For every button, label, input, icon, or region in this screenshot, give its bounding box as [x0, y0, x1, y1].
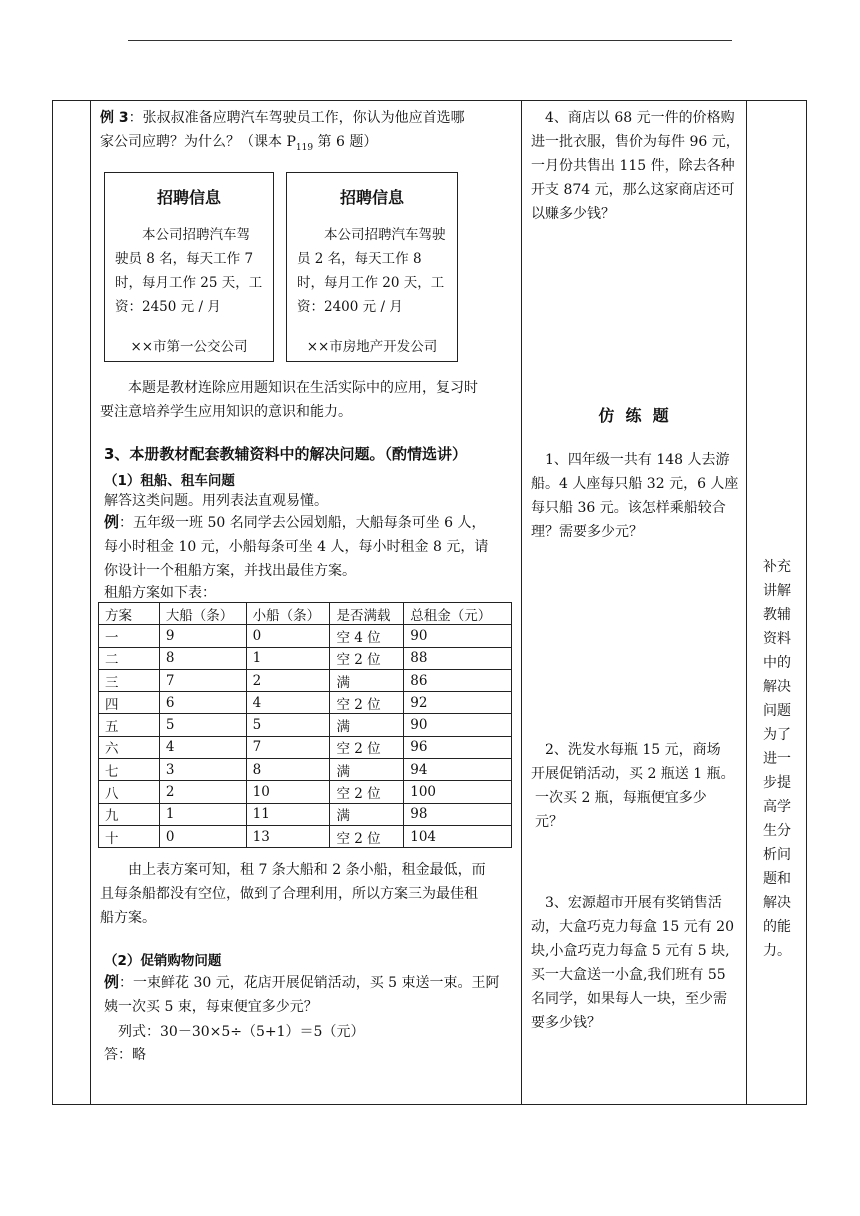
- side-note-line: 为了: [763, 727, 791, 743]
- example3-line1: ：张叔叔准备应聘汽车驾驶员工作，你认为他应首选哪: [128, 110, 465, 126]
- table-header-cell: 总租金（元）: [404, 603, 512, 625]
- table-cell: 2: [159, 781, 246, 803]
- side-note-line: 步提: [763, 775, 791, 791]
- example3-label: 例 3: [100, 110, 129, 126]
- question-line: 买一大盒送一小盒,我们班有 55: [531, 967, 726, 983]
- boat-example-text: [104, 510, 519, 583]
- table-cell: 13: [246, 825, 330, 847]
- job-ad-title: 招聘信息: [156, 188, 221, 207]
- table-cell: 满: [330, 803, 404, 825]
- conclusion-line: 由上表方案可知，租 7 条大船和 2 条小船，租金最低，而: [128, 862, 486, 878]
- side-note-line: 资料: [763, 631, 791, 647]
- table-cell: 三: [99, 669, 160, 691]
- column-divider: [90, 101, 91, 1104]
- side-note-line: 问题: [763, 703, 791, 719]
- example3-sub: 119: [295, 142, 314, 153]
- question-line: 一次买 2 瓶，每瓶便宜多少: [535, 790, 707, 806]
- table-cell: 98: [404, 803, 512, 825]
- flower-example-text: [104, 970, 519, 1019]
- side-note-line: 题和: [763, 871, 791, 887]
- question-line: 开支 874 元，那么这家商店还可: [531, 182, 735, 198]
- table-cell: 6: [159, 692, 246, 714]
- practice-question-1: [531, 448, 746, 544]
- table-cell: 90: [404, 625, 512, 647]
- conclusion-line: 且每条船都没有空位，做到了合理利用，所以方案三为最佳租: [100, 886, 478, 902]
- table-row: [99, 803, 512, 825]
- job-ad-box-2: [286, 172, 458, 362]
- table-cell: 0: [159, 825, 246, 847]
- conclusion-line: 船方案。: [100, 910, 156, 926]
- side-note-line: 的能: [763, 919, 791, 935]
- question-line: 每只船 36 元。该怎样乘船较合: [531, 500, 726, 516]
- table-row: [99, 692, 512, 714]
- side-note-line: 力。: [763, 943, 791, 959]
- table-cell: 2: [246, 669, 330, 691]
- question-line: 一月份共售出 115 件，除去各种: [531, 158, 735, 174]
- example3-line2-post: 第 6 题）: [313, 134, 378, 150]
- table-caption: 租船方案如下表：: [104, 585, 216, 601]
- table-row: [99, 647, 512, 669]
- table-header-cell: 小船（条）: [246, 603, 330, 625]
- question-line: 块,小盒巧克力每盒 5 元有 5 块,: [531, 943, 730, 959]
- question-line: 动，大盒巧克力每盒 15 元有 20: [531, 919, 734, 935]
- table-cell: 空 2 位: [330, 692, 404, 714]
- side-note-line: 教辅: [763, 607, 791, 623]
- question-line: 4、商店以 68 元一件的价格购: [545, 110, 735, 126]
- example-line: ：一束鲜花 30 元，花店开展促销活动，买 5 束送一束。王阿: [119, 975, 500, 991]
- example-label: 例: [104, 513, 120, 531]
- question-line: 2、洗发水每瓶 15 元，商场: [545, 742, 721, 758]
- question-line: 3、宏源超市开展有奖销售活: [545, 895, 722, 911]
- table-cell: 10: [246, 781, 330, 803]
- column-divider: [746, 101, 747, 1104]
- side-note-line: 补充: [763, 559, 791, 575]
- job-ad-body: 本公司招聘汽车驾驶员 2 名，每天工作 8 时，每月工作 20 天，工资：2400 元 / 月: [297, 227, 446, 315]
- table-cell: 四: [99, 692, 160, 714]
- question-line: 开展促销活动，买 2 瓶送 1 瓶。: [531, 766, 735, 782]
- example-line: 每小时租金 10 元，小船每条可坐 4 人，每小时租金 8 元，请: [104, 539, 489, 555]
- subsection1-title: （1）租船、租车问题: [104, 473, 235, 489]
- table-header-cell: 方案: [99, 603, 160, 625]
- table-cell: 1: [159, 803, 246, 825]
- table-header-cell: 是否满载: [330, 603, 404, 625]
- side-note-line: 解决: [763, 895, 791, 911]
- table-cell: 4: [159, 736, 246, 758]
- question-line: 船。4 人座每只船 32 元，6 人座: [531, 476, 739, 492]
- side-note-line: 进一: [763, 751, 791, 767]
- question-line: 1、四年级一共有 148 人去游: [545, 452, 730, 468]
- table-cell: 90: [404, 714, 512, 736]
- side-note: [750, 555, 804, 963]
- table-cell: 满: [330, 759, 404, 781]
- question-4: [531, 106, 746, 226]
- job-ad-signature: ××市房地产开发公司: [306, 339, 438, 355]
- job-ad-title: 招聘信息: [339, 188, 404, 207]
- table-cell: 8: [246, 759, 330, 781]
- question-line: 元？: [535, 814, 563, 830]
- formula: 列式：30－30×5÷（5+1）＝5（元）: [118, 1024, 365, 1040]
- table-cell: 满: [330, 669, 404, 691]
- table-cell: 8: [159, 647, 246, 669]
- table-cell: 空 2 位: [330, 825, 404, 847]
- example-line: ：五年级一班 50 名同学去公园划船，大船每条可坐 6 人，: [119, 515, 486, 531]
- table-cell: 满: [330, 714, 404, 736]
- practice-question-2: [531, 738, 746, 834]
- job-ad-box-1: [104, 172, 274, 362]
- question-line: 要多少钱？: [531, 1015, 601, 1031]
- practice-question-3: [531, 891, 746, 1035]
- table-row: [99, 669, 512, 691]
- table-cell: 一: [99, 625, 160, 647]
- side-note-line: 析问: [763, 847, 791, 863]
- table-cell: 0: [246, 625, 330, 647]
- example3-note: [100, 376, 515, 424]
- note-line: 本题是教材连除应用题知识在生活实际中的应用，复习时: [128, 380, 478, 396]
- answer: 答：略: [104, 1047, 146, 1063]
- boat-rental-table: [98, 602, 512, 848]
- table-cell: 空 2 位: [330, 736, 404, 758]
- subsection2-title: （2）促销购物问题: [104, 953, 222, 969]
- practice-title: 仿 练 题: [598, 406, 669, 425]
- table-row: [99, 825, 512, 847]
- table-cell: 二: [99, 647, 160, 669]
- table-header-cell: 大船（条）: [159, 603, 246, 625]
- table-cell: 94: [404, 759, 512, 781]
- side-note-line: 解决: [763, 679, 791, 695]
- table-cell: 空 4 位: [330, 625, 404, 647]
- note-line: 要注意培养学生应用知识的意识和能力。: [100, 404, 352, 420]
- table-cell: 96: [404, 736, 512, 758]
- table-cell: 9: [159, 625, 246, 647]
- table-cell: 十: [99, 825, 160, 847]
- table-cell: 3: [159, 759, 246, 781]
- example-label: 例: [104, 973, 120, 991]
- question-line: 理？需要多少元？: [531, 524, 643, 540]
- table-cell: 5: [246, 714, 330, 736]
- job-ad-body: 本公司招聘汽车驾驶员 8 名，每天工作 7 时，每月工作 25 天，工资：2450 元 / 月: [115, 227, 263, 315]
- example-line: 你设计一个租船方案，并找出最佳方案。: [104, 563, 356, 579]
- table-cell: 88: [404, 647, 512, 669]
- table-cell: 5: [159, 714, 246, 736]
- example3-line2-pre: 家公司应聘？为什么？（课本 P: [100, 134, 296, 150]
- table-cell: 1: [246, 647, 330, 669]
- table-cell: 7: [246, 736, 330, 758]
- subsection1-intro: 解答这类问题。用列表法直观易懂。: [104, 493, 328, 509]
- table-cell: 4: [246, 692, 330, 714]
- side-note-line: 中的: [763, 655, 791, 671]
- table-cell: 86: [404, 669, 512, 691]
- header-rule: [128, 40, 732, 41]
- column-divider: [521, 101, 522, 1104]
- table-cell: 空 2 位: [330, 781, 404, 803]
- table-row: [99, 736, 512, 758]
- table-cell: 11: [246, 803, 330, 825]
- table-cell: 92: [404, 692, 512, 714]
- question-line: 进一批衣服，售价为每件 96 元，: [531, 134, 740, 150]
- table-row: [99, 781, 512, 803]
- example-line: 姨一次买 5 束，每束便宜多少元？: [104, 999, 318, 1015]
- table-cell: 九: [99, 803, 160, 825]
- table-cell: 六: [99, 736, 160, 758]
- table-cell: 空 2 位: [330, 647, 404, 669]
- table-cell: 七: [99, 759, 160, 781]
- table-cell: 五: [99, 714, 160, 736]
- section3-title: 3、本册教材配套教辅资料中的解决问题。（酌情选讲）: [104, 445, 467, 463]
- table-row: [99, 714, 512, 736]
- side-note-line: 生分: [763, 823, 791, 839]
- table-header-row: [99, 603, 512, 625]
- job-ad-signature: ××市第一公交公司: [130, 339, 248, 355]
- table-conclusion: [100, 858, 515, 930]
- question-line: 以赚多少钱？: [531, 206, 615, 222]
- question-line: 名同学，如果每人一块，至少需: [531, 991, 727, 1007]
- table-cell: 100: [404, 781, 512, 803]
- side-note-line: 高学: [763, 799, 791, 815]
- table-cell: 104: [404, 825, 512, 847]
- table-cell: 八: [99, 781, 160, 803]
- table-row: [99, 625, 512, 647]
- side-note-line: 讲解: [763, 583, 791, 599]
- table-row: [99, 759, 512, 781]
- table-cell: 7: [159, 669, 246, 691]
- example3-text: [100, 106, 515, 160]
